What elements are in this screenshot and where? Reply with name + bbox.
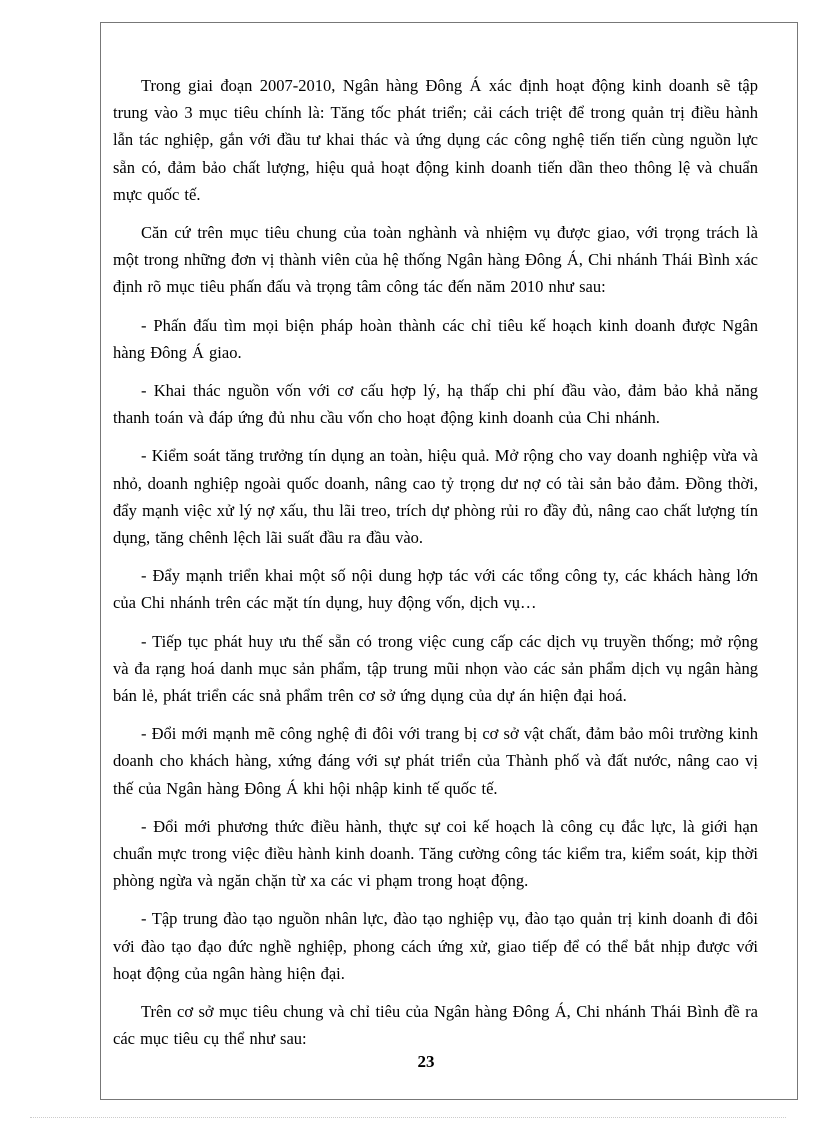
paragraph: Trong giai đoạn 2007-2010, Ngân hàng Đông Á xác định hoạt động kinh doanh sẽ tập trung vào 3 mục tiêu chính là: Tăng tốc phát triển; cải cách triệt để trong quản trị điều hành lẫn tác nghiệp, gắn với đầu tư khai thác và ứng dụng các công nghệ tiến tiến cùng nguồn lực sẵn có, đảm bảo chất lượng, hiệu quả hoạt động kinh doanh tiến dần theo thông lệ và chuẩn mực quốc tế. [113, 76, 758, 204]
paragraph: - Đổi mới mạnh mẽ công nghệ đi đôi với trang bị cơ sở vật chất, đảm bảo môi trường kinh doanh cho khách hàng, xứng đáng với sự phát triển của Thành phố và đất nước, nâng cao vị thế của Ngân hàng Đông Á khi hội nhập kinh tế quốc tế. [113, 724, 758, 798]
bottom-divider [30, 1117, 786, 1118]
paragraph: - Đẩy mạnh triển khai một số nội dung hợp tác với các tổng công ty, các khách hàng lớn của Chi nhánh trên các mặt tín dụng, huy động vốn, dịch vụ… [113, 566, 758, 613]
paragraph: - Tiếp tục phát huy ưu thế sẵn có trong việc cung cấp các dịch vụ truyền thống; mở rộng và đa rạng hoá danh mục sản phẩm, tập trung mũi nhọn vào các sản phẩm dịch vụ ngân hàng bán lẻ, phát triển các snả phẩm trên cơ sở ứng dụng của dự án hiện đại hoá. [113, 631, 758, 706]
paragraph: - Kiểm soát tăng trưởng tín dụng an toàn, hiệu quả. Mở rộng cho vay doanh nghiệp vừa và nhỏ, doanh nghiệp ngoài quốc doanh, nâng cao tỷ trọng dư nợ có tài sản bảo đảm. Đồng thời, đẩy mạnh việc xử lý nợ xấu, thu lãi treo, trích dự phòng rủi ro đầy đủ, nâng cao chất lượng tín dụng, tăng chênh lệch lãi suất đầu ra đầu vào. [113, 446, 758, 548]
paragraph: Căn cứ trên mục tiêu chung của toàn nghành và nhiệm vụ được giao, với trọng trách là một trong những đơn vị thành viên của hệ thống Ngân hàng Đông Á, Chi nhánh Thái Bình xác định rõ mục tiêu phấn đấu và trọng tâm công tác đến năm 2010 như sau: [113, 223, 758, 297]
paragraph: - Đổi mới phương thức điều hành, thực sự coi kế hoạch là công cụ đắc lực, là giới hạn chuẩn mực trong việc điều hành kinh doanh. Tăng cường công tác kiểm tra, kiểm soát, kịp thời phòng ngừa và ngăn chặn từ xa các vi phạm trong hoạt động. [113, 816, 758, 891]
paragraph: Trên cơ sở mục tiêu chung và chỉ tiêu của Ngân hàng Đông Á, Chi nhánh Thái Bình đề ra các mục tiêu cụ thể như sau: [113, 1002, 758, 1049]
paragraph: - Phấn đấu tìm mọi biện pháp hoàn thành các chỉ tiêu kế hoạch kinh doanh được Ngân hàng Đông Á giao. [113, 315, 758, 362]
paragraph: - Khai thác nguồn vốn với cơ cấu hợp lý, hạ thấp chi phí đầu vào, đảm bảo khả năng thanh toán và đáp ứng đủ nhu cầu vốn cho hoạt động kinh doanh của Chi nhánh. [113, 381, 758, 428]
paragraph: - Tập trung đào tạo nguồn nhân lực, đào tạo nghiệp vụ, đào tạo quản trị kinh doanh đi đôi với đào tạo đạo đức nghề nghiệp, phong cách ứng xử, giao tiếp để có thể bắt nhịp được với hoạt động của ngân hàng hiện đại. [113, 909, 758, 983]
document-body [113, 72, 758, 1064]
page-number: 23 [417, 1052, 435, 1071]
